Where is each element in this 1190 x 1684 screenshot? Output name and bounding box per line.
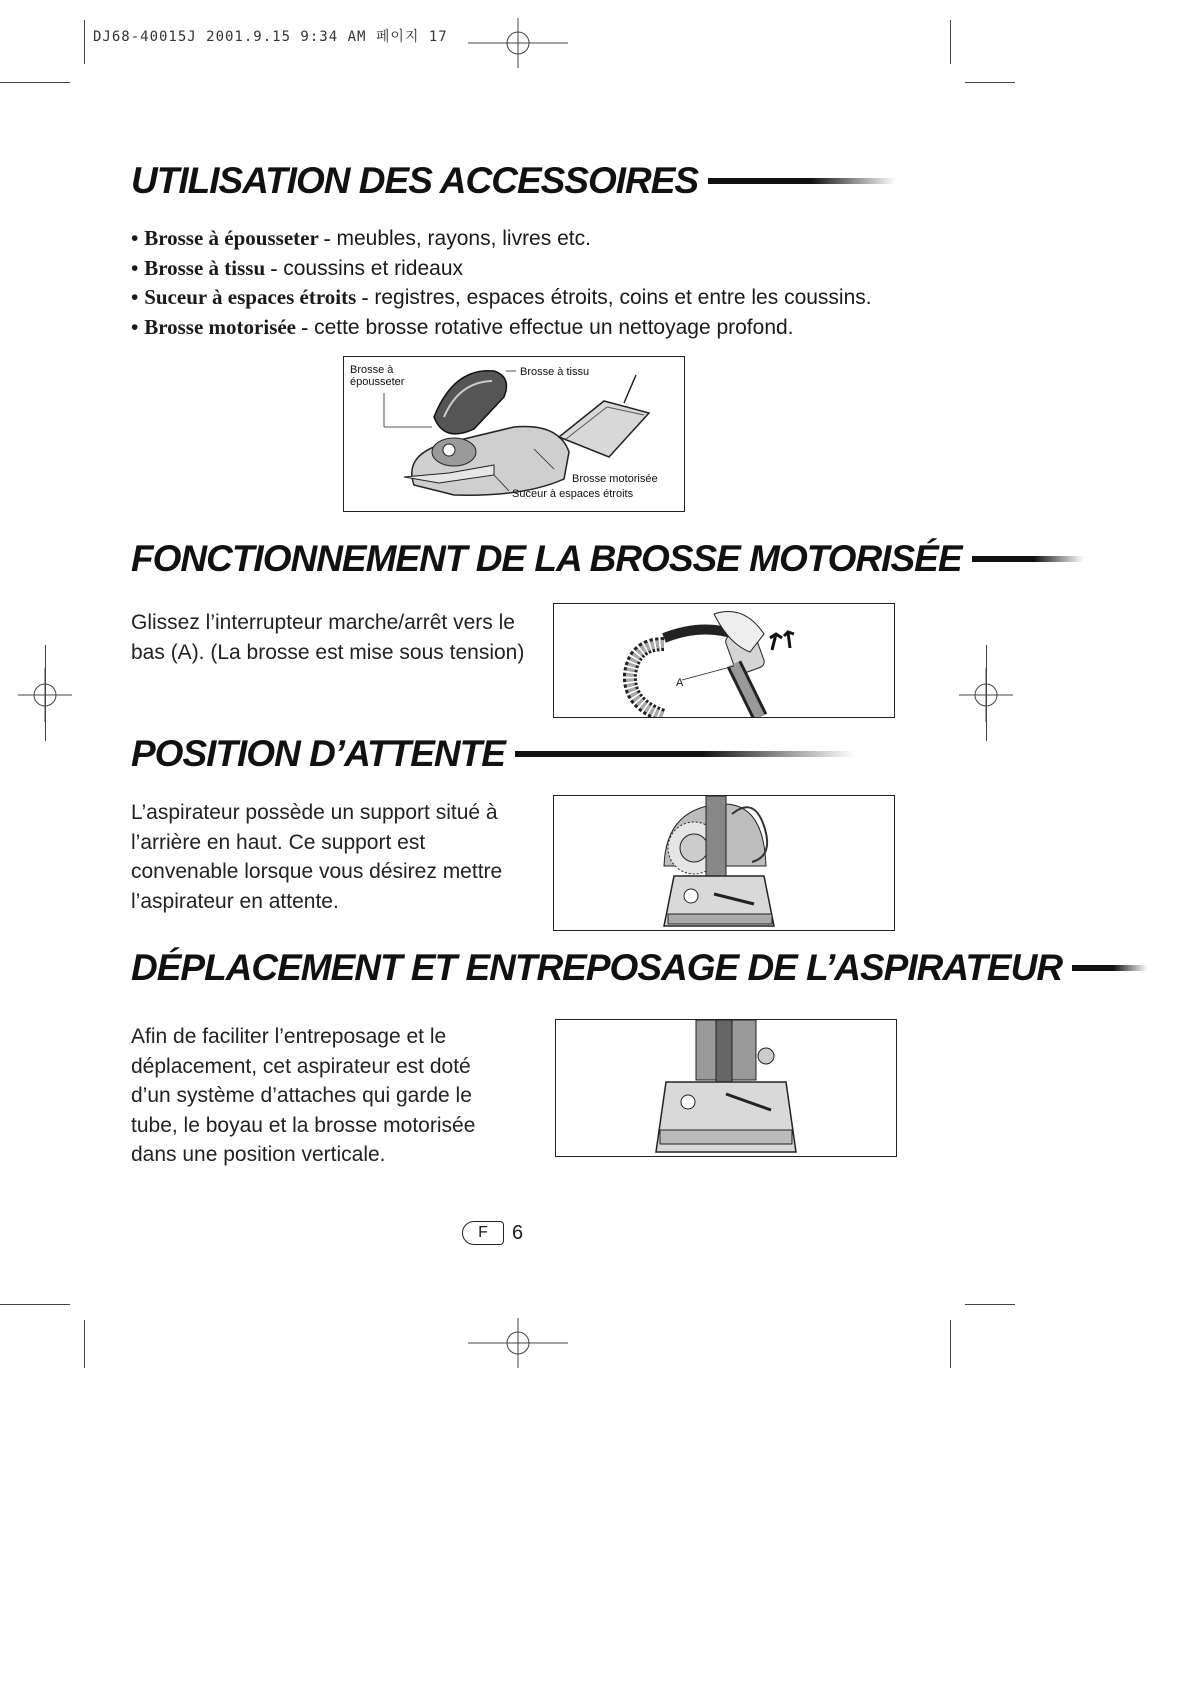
storage-text: Afin de faciliter l’entreposage et le déplacement, cet aspirateur est doté d’un système d’attaches qui garde le tube, le boyau et la brosse motorisée dans une position verticale.	[131, 1025, 476, 1166]
crop-mark	[0, 82, 70, 83]
power-brush-switch-figure	[553, 603, 895, 718]
power-brush-text: Glissez l’interrupteur marche/arrêt vers le bas (A). (La brosse est mise sous tension)	[131, 611, 525, 664]
label-dust-brush-2: épousseter	[350, 376, 405, 388]
section-title-parking: POSITION D’ATTENTE	[131, 733, 855, 775]
accessories-figure	[343, 356, 685, 512]
list-item: • Brosse à épousseter - meubles, rayons, livres etc.	[131, 226, 591, 250]
heading-rule	[1072, 965, 1147, 971]
list-item: • Brosse à tissu - coussins et rideaux	[131, 255, 464, 280]
crop-mark	[965, 1304, 1015, 1305]
section-title-power-brush: FONCTIONNEMENT DE LA BROSSE MOTORISÉE	[131, 538, 1084, 580]
page-number-value: 6	[512, 1221, 524, 1244]
crop-mark	[965, 82, 1015, 83]
label-fabric-brush: Brosse à tissu	[520, 366, 590, 378]
crop-mark	[84, 20, 85, 64]
label-power-brush: Brosse motorisée	[572, 473, 658, 485]
page-number	[462, 1221, 523, 1245]
list-item: • Brosse motorisée - cette brosse rotative effectue un nettoyage profond.	[131, 314, 794, 339]
registration-mark-icon	[468, 1318, 568, 1368]
section-title-accessories: UTILISATION DES ACCESSOIRES	[131, 160, 896, 202]
crop-mark	[84, 1320, 85, 1368]
language-badge: F	[462, 1221, 504, 1245]
crop-mark	[0, 1304, 70, 1305]
heading-rule	[972, 556, 1084, 562]
heading-rule	[515, 751, 855, 757]
list-item: • Suceur à espaces étroits - registres, espaces étroits, coins et entre les coussins.	[131, 285, 872, 309]
accessory-list	[131, 224, 951, 342]
label-crevice-tool: Suceur à espaces étroits	[512, 488, 634, 500]
print-header: DJ68-40015J 2001.9.15 9:34 AM 페이지 17	[93, 29, 448, 45]
label-dust-brush: Brosse à	[350, 364, 394, 376]
registration-mark-icon	[468, 18, 568, 68]
parking-figure	[553, 795, 895, 931]
registration-mark-icon	[18, 668, 72, 722]
parking-text: L’aspirateur possède un support situé à l’arrière en haut. Ce support est convenable lorsque vous désirez mettre l’aspirateur en attente.	[131, 801, 503, 913]
section-title-storage: DÉPLACEMENT ET ENTREPOSAGE DE L’ASPIRATEUR	[131, 947, 1147, 989]
crop-mark	[950, 1320, 951, 1368]
label-switch-a: A	[676, 677, 684, 689]
storage-figure	[555, 1019, 897, 1157]
registration-mark-icon	[959, 668, 1013, 722]
heading-rule	[708, 178, 896, 184]
crop-mark	[950, 20, 951, 64]
